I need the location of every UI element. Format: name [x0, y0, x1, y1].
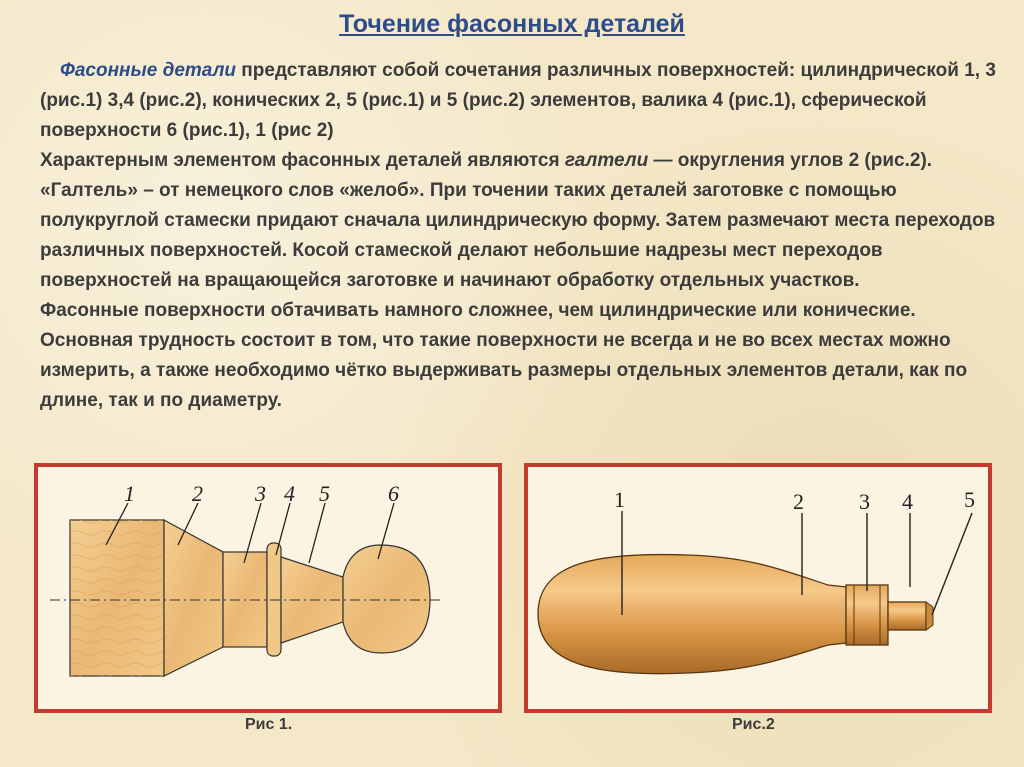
pin [888, 602, 926, 630]
fig2-label-2: 2 [793, 489, 804, 514]
fig1-label-4: 4 [284, 481, 295, 506]
ferrule [846, 585, 888, 645]
fig1-label-6: 6 [388, 481, 399, 506]
pin-tip [926, 602, 933, 630]
fig1-label-3: 3 [255, 481, 266, 506]
lead-term: Фасонные детали [60, 60, 237, 81]
fig2-label-5: 5 [964, 487, 975, 512]
fig2-label-1: 1 [614, 487, 625, 512]
paragraph-2-text-b: — округления углов 2 (рис.2). «Галтель» – от немецкого слов «желоб». При точении таких деталей заготовке с помощью полукруглой стамески придают сначала цилиндрическую форму. Затем размечают места переходов различных поверхностей. Косой стамеской делают небольшие надрезы мест переходов поверхностей на вращающейся заготовке и начинают обработку отдельных участков. [40, 150, 996, 291]
figure-2-caption: Рис.2 [732, 716, 775, 733]
paragraph-1-text: представляют собой сочетания различных поверхностей: цилиндрической 1, 3 (рис.1) 3,4 (рис.2), конических 2, 5 (рис.1) и 5 (рис.2) элементов, валика 4 (рис.1), сферической поверхности 6 (рис.1), 1 (рис 2) [40, 60, 996, 141]
page-title: Точение фасонных деталей [339, 10, 685, 38]
body-text [40, 56, 1010, 416]
fig2-label-3: 3 [859, 489, 870, 514]
paragraph-2 [40, 146, 1010, 296]
figure-2 [524, 463, 992, 713]
sphere-6 [343, 545, 430, 653]
paragraph-3: Фасонные поверхности обтачивать намного сложнее, чем цилиндрические или конические. Основная трудность состоит в том, что такие поверхности не всегда и не во всех местах можно измерить, а также необходимо чётко выдерживать размеры отдельных элементов детали, как по длине, так и по диаметру. [40, 300, 968, 411]
paragraph-1 [40, 56, 1010, 146]
term-galteli: галтели [564, 150, 649, 171]
fig1-label-5: 5 [319, 481, 330, 506]
figure-2-drawing [528, 467, 988, 709]
figure-1-drawing [38, 467, 498, 709]
fig1-label-2: 2 [192, 481, 203, 506]
grain-1 [70, 520, 164, 676]
figure-1-caption: Рис 1. [245, 716, 293, 733]
paragraph-2-text-a: Характерным элементом фасонных деталей являются [40, 150, 565, 171]
cone-2 [164, 520, 223, 676]
figure-1 [34, 463, 502, 713]
handle-body [538, 555, 846, 674]
fig1-label-1: 1 [124, 481, 135, 506]
fig2-label-4: 4 [902, 489, 913, 514]
